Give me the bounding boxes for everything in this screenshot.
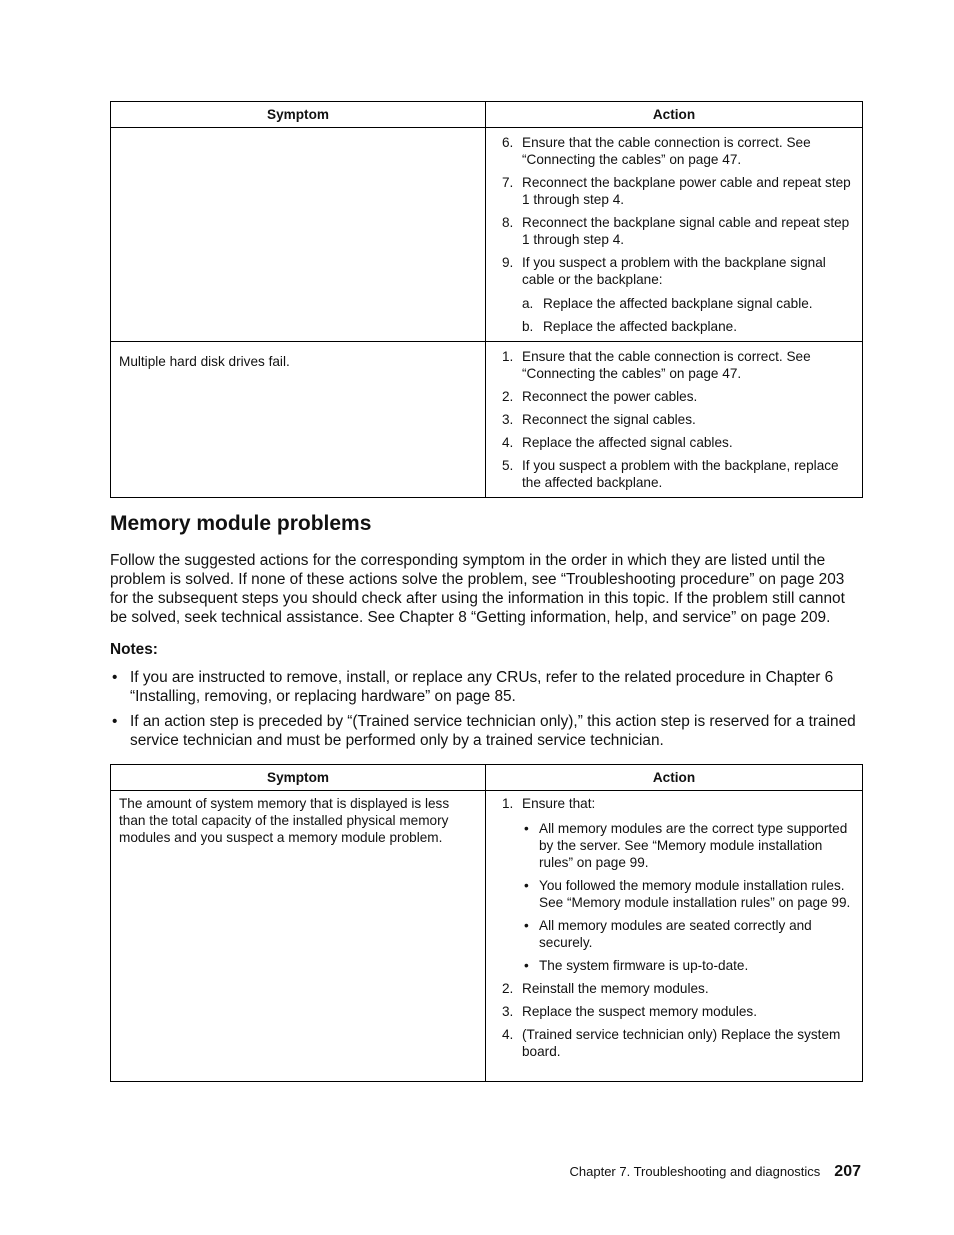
step-text: (Trained service technician only) Replace the system board. <box>522 1027 841 1059</box>
action-step <box>502 434 854 451</box>
section-title: Memory module problems <box>110 512 372 535</box>
step-number: 7. <box>502 175 514 190</box>
step-number: 2. <box>502 389 514 404</box>
action-steps <box>502 348 854 491</box>
action-step <box>502 134 854 168</box>
table-row <box>111 791 863 1082</box>
page-footer <box>570 1163 861 1181</box>
step-number: 2. <box>502 981 514 996</box>
table-header-row <box>111 102 863 128</box>
action-step <box>502 214 854 248</box>
bullet-icon: • <box>524 878 529 893</box>
sub-bullet <box>522 820 854 871</box>
symptom-header: Symptom <box>111 102 486 128</box>
step-text: Replace the affected signal cables. <box>522 435 733 450</box>
sub-step <box>522 295 854 312</box>
step-number: 4. <box>502 435 514 450</box>
bullet-text: All memory modules are the correct type supported by the server. See “Memory module installation rules” on page 99. <box>539 821 848 870</box>
symptom-header: Symptom <box>111 765 486 791</box>
bullet-text: All memory modules are seated correctly and securely. <box>539 918 812 950</box>
step-text: If you suspect a problem with the backplane signal cable or the backplane: <box>522 255 826 287</box>
step-text: Reinstall the memory modules. <box>522 981 709 996</box>
step-text: Ensure that the cable connection is correct. See “Connecting the cables” on page 47. <box>522 349 811 381</box>
bullet-icon: • <box>524 918 529 933</box>
memory-problems-table <box>110 764 863 1082</box>
table-row <box>111 342 863 498</box>
action-step <box>502 457 854 491</box>
sub-step-letter: a. <box>522 296 534 311</box>
step-text: Ensure that: <box>522 796 596 811</box>
sub-step-letter: b. <box>522 319 534 334</box>
action-step <box>502 388 854 405</box>
step-text: If you suspect a problem with the backplane, replace the affected backplane. <box>522 458 839 490</box>
step-number: 6. <box>502 135 514 150</box>
symptom-cell: The amount of system memory that is displayed is less than the total capacity of the installed physical memory modules and you suspect a memory module problem. <box>111 791 486 1082</box>
notes-list <box>110 669 865 757</box>
sub-bullets <box>522 820 854 974</box>
footer-chapter: Chapter 7. Troubleshooting and diagnostics <box>569 1164 821 1179</box>
action-cell <box>486 128 863 342</box>
step-text: Ensure that the cable connection is correct. See “Connecting the cables” on page 47. <box>522 135 811 167</box>
action-step <box>502 348 854 382</box>
note-text: If you are instructed to remove, install, or replace any CRUs, refer to the related procedure in Chapter 6 “Installing, removing, or replacing hardware” on page 85. <box>130 669 834 705</box>
symptom-cell: Multiple hard disk drives fail. <box>111 342 486 498</box>
step-text: Replace the suspect memory modules. <box>522 1004 757 1019</box>
sub-bullet <box>522 917 854 951</box>
hard-disk-problems-table <box>110 101 863 498</box>
page-number: 207 <box>834 1163 861 1180</box>
sub-steps <box>522 295 854 335</box>
note-item <box>110 669 865 706</box>
bullet-text: The system firmware is up-to-date. <box>539 958 749 973</box>
action-header: Action <box>486 102 863 128</box>
step-number: 3. <box>502 1004 514 1019</box>
action-step <box>502 1003 854 1020</box>
step-text: Reconnect the power cables. <box>522 389 698 404</box>
table-row <box>111 128 863 342</box>
action-header: Action <box>486 765 863 791</box>
note-item <box>110 713 865 750</box>
step-number: 4. <box>502 1027 514 1042</box>
action-step <box>502 1026 854 1060</box>
symptom-cell <box>111 128 486 342</box>
bullet-icon: • <box>112 669 118 686</box>
section-intro: Follow the suggested actions for the corresponding symptom in the order in which they are listed until the problem is solved. If none of these actions solve the problem, see “Troubleshooting procedure” on page 203 for the subsequent steps you should check after using the information in this topic. If the problem still cannot be solved, seek technical assistance. See Chapter 8 “Getting information, help, and service” on page 209. <box>110 552 845 626</box>
action-cell <box>486 342 863 498</box>
sub-bullet <box>522 877 854 911</box>
sub-step-text: Replace the affected backplane. <box>543 319 737 334</box>
action-step <box>502 174 854 208</box>
table-header-row <box>111 765 863 791</box>
bullet-text: You followed the memory module installation rules. See “Memory module installation rules” on page 99. <box>539 878 851 910</box>
step-text: Reconnect the signal cables. <box>522 412 696 427</box>
step-number: 5. <box>502 458 514 473</box>
action-steps <box>502 134 854 335</box>
bullet-icon: • <box>524 821 529 836</box>
step-text: Reconnect the backplane signal cable and repeat step 1 through step 4. <box>522 215 850 247</box>
action-step <box>502 795 854 974</box>
sub-bullet <box>522 957 854 974</box>
step-number: 8. <box>502 215 514 230</box>
bullet-icon: • <box>524 958 529 973</box>
note-text: If an action step is preceded by “(Trained service technician only),” this action step is reserved for a trained service technician and must be performed only by a trained service technician. <box>130 713 856 749</box>
notes-label: Notes: <box>110 641 158 658</box>
step-number: 1. <box>502 796 514 811</box>
step-number: 1. <box>502 349 514 364</box>
action-step <box>502 411 854 428</box>
action-cell <box>486 791 863 1082</box>
step-number: 9. <box>502 255 514 270</box>
bullet-icon: • <box>112 713 118 730</box>
action-steps <box>502 795 854 1060</box>
sub-step <box>522 318 854 335</box>
step-number: 3. <box>502 412 514 427</box>
sub-step-text: Replace the affected backplane signal cable. <box>543 296 813 311</box>
step-text: Reconnect the backplane power cable and repeat step 1 through step 4. <box>522 175 851 207</box>
action-step <box>502 980 854 997</box>
action-step <box>502 254 854 335</box>
